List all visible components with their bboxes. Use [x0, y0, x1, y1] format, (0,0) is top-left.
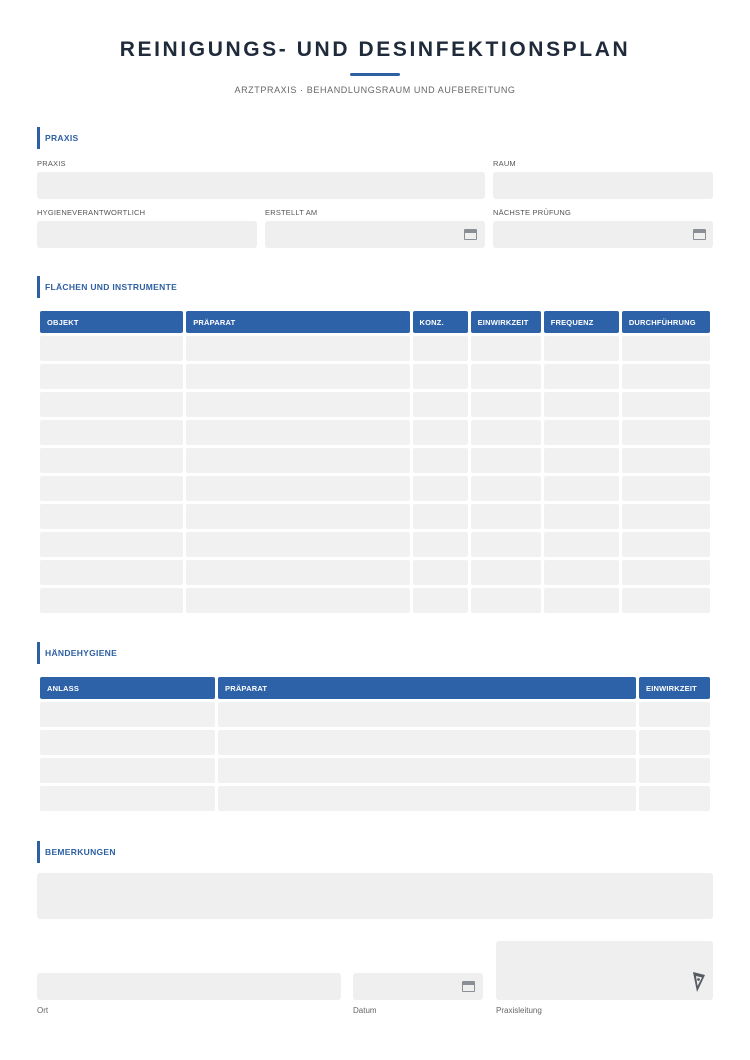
- table-cell-input[interactable]: [471, 588, 541, 613]
- datum-field[interactable]: [353, 973, 483, 1000]
- table-cell-input[interactable]: [186, 504, 409, 529]
- table-cell-input[interactable]: [186, 560, 409, 585]
- table-row: [40, 504, 710, 529]
- table-row: [40, 702, 710, 727]
- section-heading-praxis: PRAXIS: [37, 127, 78, 149]
- table-cell-input[interactable]: [40, 420, 183, 445]
- table-cell-input[interactable]: [218, 758, 636, 783]
- table-cell-input[interactable]: [186, 420, 409, 445]
- raum-field[interactable]: [493, 172, 713, 199]
- table-cell-input[interactable]: [639, 702, 710, 727]
- table-row: [40, 448, 710, 473]
- table-cell-input[interactable]: [471, 532, 541, 557]
- col-header-praeparat: PRÄPARAT: [218, 677, 636, 699]
- table-cell-input[interactable]: [186, 588, 409, 613]
- table-cell-input[interactable]: [622, 588, 710, 613]
- col-header-frequenz: FREQUENZ: [544, 311, 619, 333]
- table-cell-input[interactable]: [40, 448, 183, 473]
- table-cell-input[interactable]: [544, 336, 619, 361]
- table-cell-input[interactable]: [622, 504, 710, 529]
- table-cell-input[interactable]: [622, 392, 710, 417]
- table-cell-input[interactable]: [544, 560, 619, 585]
- table-cell-input[interactable]: [471, 560, 541, 585]
- table-cell-input[interactable]: [471, 504, 541, 529]
- table-cell-input[interactable]: [186, 532, 409, 557]
- table-cell-input[interactable]: [639, 758, 710, 783]
- table-cell-input[interactable]: [544, 420, 619, 445]
- table-cell-input[interactable]: [471, 364, 541, 389]
- col-header-einwirkzeit: EINWIRKZEIT: [471, 311, 541, 333]
- table-cell-input[interactable]: [622, 448, 710, 473]
- table-cell-input[interactable]: [544, 504, 619, 529]
- table-cell-input[interactable]: [40, 336, 183, 361]
- table-cell-input[interactable]: [544, 476, 619, 501]
- table-cell-input[interactable]: [413, 392, 468, 417]
- table-cell-input[interactable]: [544, 588, 619, 613]
- table-cell-input[interactable]: [40, 476, 183, 501]
- table-cell-input[interactable]: [40, 786, 215, 811]
- erstellt-am-label: ERSTELLT AM: [265, 208, 318, 217]
- praxisleitung-signature-field[interactable]: [496, 941, 713, 1000]
- table-row: [40, 560, 710, 585]
- naechste-pruefung-label: NÄCHSTE PRÜFUNG: [493, 208, 572, 217]
- table-cell-input[interactable]: [40, 702, 215, 727]
- section-heading-flaechen: FLÄCHEN UND INSTRUMENTE: [37, 276, 177, 298]
- ort-label: Ort: [37, 1006, 49, 1015]
- section-heading-haendehygiene: HÄNDEHYGIENE: [37, 642, 117, 664]
- table-cell-input[interactable]: [40, 758, 215, 783]
- table-cell-input[interactable]: [544, 364, 619, 389]
- table-cell-input[interactable]: [544, 392, 619, 417]
- table-cell-input[interactable]: [544, 532, 619, 557]
- table-cell-input[interactable]: [413, 560, 468, 585]
- table-cell-input[interactable]: [186, 392, 409, 417]
- table-cell-input[interactable]: [40, 730, 215, 755]
- table-cell-input[interactable]: [218, 786, 636, 811]
- calendar-icon[interactable]: [693, 229, 706, 240]
- col-header-praeparat: PRÄPARAT: [186, 311, 409, 333]
- table-cell-input[interactable]: [471, 448, 541, 473]
- table-row: [40, 336, 710, 361]
- table-cell-input[interactable]: [218, 702, 636, 727]
- datum-label: Datum: [353, 1006, 377, 1015]
- table-cell-input[interactable]: [186, 364, 409, 389]
- col-header-anlass: ANLASS: [40, 677, 215, 699]
- table-cell-input[interactable]: [639, 730, 710, 755]
- table-cell-input[interactable]: [413, 532, 468, 557]
- flaechen-header-row: [40, 311, 710, 333]
- title-divider: [350, 73, 400, 76]
- ort-field[interactable]: [37, 973, 341, 1000]
- table-cell-input[interactable]: [40, 560, 183, 585]
- table-cell-input[interactable]: [40, 364, 183, 389]
- table-cell-input[interactable]: [544, 448, 619, 473]
- table-cell-input[interactable]: [471, 476, 541, 501]
- table-row: [40, 392, 710, 417]
- table-cell-input[interactable]: [413, 476, 468, 501]
- table-cell-input[interactable]: [186, 476, 409, 501]
- table-cell-input[interactable]: [413, 588, 468, 613]
- flaechen-table: [37, 308, 713, 616]
- table-cell-input[interactable]: [622, 560, 710, 585]
- praxisleitung-label: Praxisleitung: [496, 1006, 542, 1015]
- table-cell-input[interactable]: [40, 532, 183, 557]
- table-cell-input[interactable]: [471, 420, 541, 445]
- signature-pen-icon[interactable]: [692, 971, 706, 993]
- table-row: [40, 476, 710, 501]
- table-cell-input[interactable]: [622, 420, 710, 445]
- hygieneverantwortlich-label: HYGIENEVERANTWORTLICH: [37, 208, 146, 217]
- page-title: REINIGUNGS- UND DESINFEKTIONSPLAN: [119, 38, 631, 61]
- section-heading-bemerkungen: BEMERKUNGEN: [37, 841, 116, 863]
- haendehygiene-table: [37, 674, 713, 814]
- table-cell-input[interactable]: [622, 532, 710, 557]
- hygieneverantwortlich-field[interactable]: [37, 221, 257, 248]
- table-cell-input[interactable]: [639, 786, 710, 811]
- col-header-einwirkzeit: EINWIRKZEIT: [639, 677, 710, 699]
- table-cell-input[interactable]: [471, 336, 541, 361]
- table-cell-input[interactable]: [186, 336, 409, 361]
- table-cell-input[interactable]: [40, 504, 183, 529]
- table-cell-input[interactable]: [413, 448, 468, 473]
- table-cell-input[interactable]: [40, 392, 183, 417]
- table-row: [40, 758, 710, 783]
- praxis-label: PRAXIS: [37, 159, 66, 168]
- erstellt-am-field[interactable]: [265, 221, 485, 248]
- bemerkungen-field[interactable]: [37, 873, 713, 919]
- haende-header-row: [40, 677, 710, 699]
- table-row: [40, 730, 710, 755]
- col-header-konz: KONZ.: [413, 311, 468, 333]
- table-row: [40, 532, 710, 557]
- table-cell-input[interactable]: [218, 730, 636, 755]
- table-cell-input[interactable]: [471, 392, 541, 417]
- praxis-field[interactable]: [37, 172, 485, 199]
- table-cell-input[interactable]: [413, 504, 468, 529]
- table-cell-input[interactable]: [413, 420, 468, 445]
- table-cell-input[interactable]: [622, 364, 710, 389]
- table-row: [40, 786, 710, 811]
- col-header-durchfuehrung: DURCHFÜHRUNG: [622, 311, 710, 333]
- table-row: [40, 364, 710, 389]
- table-row: [40, 420, 710, 445]
- table-cell-input[interactable]: [40, 588, 183, 613]
- table-cell-input[interactable]: [186, 448, 409, 473]
- table-cell-input[interactable]: [413, 364, 468, 389]
- raum-label: RAUM: [493, 159, 516, 168]
- table-cell-input[interactable]: [622, 476, 710, 501]
- table-cell-input[interactable]: [622, 336, 710, 361]
- page-subtitle: ARZTPRAXIS · BEHANDLUNGSRAUM UND AUFBEREITUNG: [234, 85, 516, 95]
- calendar-icon[interactable]: [462, 981, 475, 992]
- table-cell-input[interactable]: [413, 336, 468, 361]
- table-row: [40, 588, 710, 613]
- calendar-icon[interactable]: [464, 229, 477, 240]
- col-header-objekt: OBJEKT: [40, 311, 183, 333]
- naechste-pruefung-field[interactable]: [493, 221, 713, 248]
